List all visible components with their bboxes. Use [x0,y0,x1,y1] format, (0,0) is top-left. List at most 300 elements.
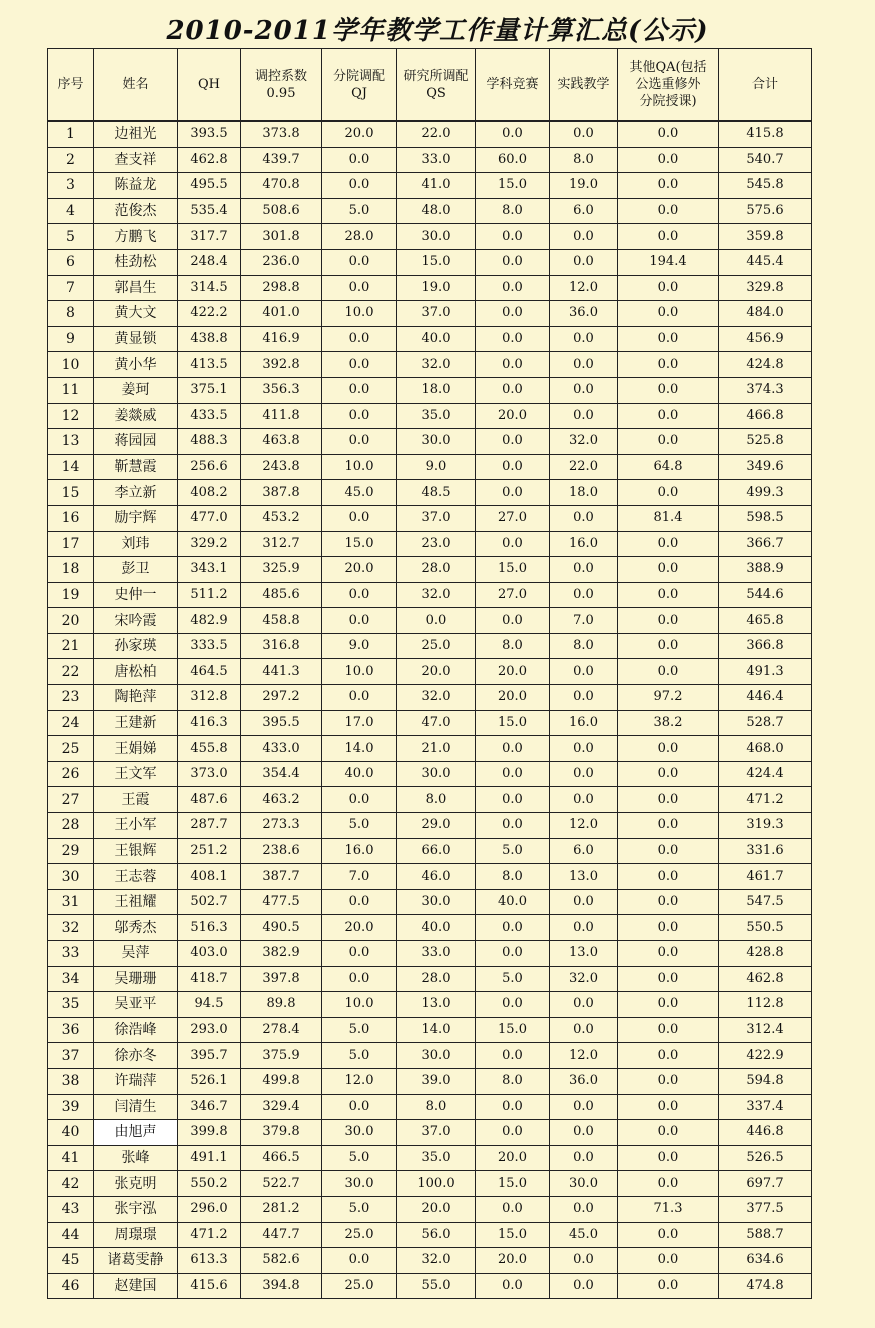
table-cell: 20.0 [476,1145,550,1171]
table-cell: 15.0 [476,710,550,736]
table-cell: 474.8 [719,1273,812,1299]
table-cell: 296.0 [178,1196,241,1222]
table-cell: 20.0 [397,659,476,685]
table-cell: 499.3 [719,480,812,506]
table-cell: 0.0 [618,608,719,634]
table-row [48,505,812,531]
workload-table [47,48,812,1299]
table-cell: 441.3 [241,659,322,685]
table-cell: 30.0 [397,889,476,915]
table-cell: 0.0 [550,685,618,711]
table-cell: 30.0 [397,224,476,250]
table-cell: 401.0 [241,301,322,327]
column-header: 合计 [719,49,812,122]
table-cell: 0.0 [618,1017,719,1043]
table-cell: 0.0 [618,531,719,557]
table-cell: 422.9 [719,1043,812,1069]
table-cell: 343.1 [178,557,241,583]
table-cell: 466.8 [719,403,812,429]
table-cell: 5.0 [322,1196,397,1222]
table-cell: 33.0 [397,941,476,967]
table-cell: 0.0 [618,301,719,327]
table-cell: 408.2 [178,480,241,506]
table-cell: 0.0 [618,352,719,378]
row-number: 18 [48,557,94,583]
table-cell: 453.2 [241,505,322,531]
table-cell: 14.0 [322,736,397,762]
table-cell: 477.0 [178,505,241,531]
teacher-name: 陶艳萍 [94,685,178,711]
table-row [48,889,812,915]
table-cell: 0.0 [618,838,719,864]
teacher-name: 王霞 [94,787,178,813]
row-number: 38 [48,1068,94,1094]
table-cell: 15.0 [476,557,550,583]
table-row [48,838,812,864]
table-cell: 438.8 [178,326,241,352]
table-cell: 36.0 [550,301,618,327]
table-cell: 13.0 [550,941,618,967]
table-cell: 18.0 [397,377,476,403]
table-cell: 8.0 [397,1094,476,1120]
row-number: 9 [48,326,94,352]
table-cell: 12.0 [322,1068,397,1094]
table-cell: 0.0 [476,1196,550,1222]
table-cell: 488.3 [178,429,241,455]
table-cell: 20.0 [322,121,397,147]
table-row [48,1196,812,1222]
teacher-name: 李立新 [94,480,178,506]
table-cell: 377.5 [719,1196,812,1222]
table-cell: 0.0 [476,326,550,352]
table-cell: 0.0 [397,608,476,634]
table-cell: 10.0 [322,454,397,480]
table-cell: 25.0 [322,1273,397,1299]
table-cell: 346.7 [178,1094,241,1120]
table-cell: 0.0 [550,377,618,403]
table-cell: 468.0 [719,736,812,762]
table-cell: 12.0 [550,275,618,301]
table-cell: 424.8 [719,352,812,378]
table-cell: 30.0 [397,429,476,455]
table-cell: 373.8 [241,121,322,147]
table-cell: 0.0 [618,992,719,1018]
table-cell: 0.0 [476,736,550,762]
table-cell: 0.0 [618,403,719,429]
table-row [48,173,812,199]
table-cell: 32.0 [550,429,618,455]
row-number: 26 [48,761,94,787]
table-cell: 424.4 [719,761,812,787]
teacher-name: 王建新 [94,710,178,736]
table-cell: 0.0 [618,582,719,608]
table-cell: 281.2 [241,1196,322,1222]
table-cell: 0.0 [322,685,397,711]
table-cell: 20.0 [476,403,550,429]
teacher-name: 刘玮 [94,531,178,557]
table-cell: 64.8 [618,454,719,480]
table-cell: 0.0 [618,198,719,224]
table-cell: 499.8 [241,1068,322,1094]
table-cell: 39.0 [397,1068,476,1094]
table-cell: 0.0 [550,249,618,275]
table-cell: 0.0 [322,147,397,173]
table-cell: 0.0 [618,224,719,250]
teacher-name: 王小军 [94,813,178,839]
table-cell: 298.8 [241,275,322,301]
table-cell: 56.0 [397,1222,476,1248]
row-number: 10 [48,352,94,378]
table-cell: 392.8 [241,352,322,378]
table-cell: 256.6 [178,454,241,480]
table-cell: 16.0 [550,531,618,557]
table-cell: 243.8 [241,454,322,480]
table-row [48,685,812,711]
teacher-name: 由旭声 [94,1120,178,1146]
table-cell: 0.0 [322,787,397,813]
table-cell: 0.0 [476,531,550,557]
table-cell: 10.0 [322,659,397,685]
table-cell: 375.1 [178,377,241,403]
table-cell: 28.0 [397,966,476,992]
table-cell: 29.0 [397,813,476,839]
table-cell: 456.9 [719,326,812,352]
row-number: 4 [48,198,94,224]
table-cell: 337.4 [719,1094,812,1120]
table-cell: 487.6 [178,787,241,813]
table-row [48,1145,812,1171]
teacher-name: 王志蓉 [94,864,178,890]
table-cell: 0.0 [618,659,719,685]
teacher-name: 黄显锁 [94,326,178,352]
table-row [48,1043,812,1069]
table-cell: 38.2 [618,710,719,736]
teacher-name: 彭卫 [94,557,178,583]
row-number: 37 [48,1043,94,1069]
row-number: 43 [48,1196,94,1222]
table-cell: 21.0 [397,736,476,762]
table-cell: 393.5 [178,121,241,147]
table-cell: 397.8 [241,966,322,992]
table-cell: 15.0 [322,531,397,557]
table-cell: 387.7 [241,864,322,890]
table-cell: 0.0 [618,633,719,659]
row-number: 11 [48,377,94,403]
table-cell: 582.6 [241,1248,322,1274]
table-cell: 0.0 [550,915,618,941]
table-cell: 0.0 [618,1248,719,1274]
table-cell: 0.0 [618,377,719,403]
table-cell: 416.3 [178,710,241,736]
row-number: 7 [48,275,94,301]
table-cell: 22.0 [397,121,476,147]
table-cell: 0.0 [618,480,719,506]
table-row [48,377,812,403]
table-row [48,659,812,685]
table-row [48,992,812,1018]
table-cell: 511.2 [178,582,241,608]
table-cell: 301.8 [241,224,322,250]
table-cell: 463.8 [241,429,322,455]
table-cell: 60.0 [476,147,550,173]
table-cell: 598.5 [719,505,812,531]
table-cell: 0.0 [618,173,719,199]
table-cell: 0.0 [476,121,550,147]
table-cell: 0.0 [618,557,719,583]
teacher-name: 王文军 [94,761,178,787]
row-number: 30 [48,864,94,890]
table-cell: 0.0 [476,608,550,634]
row-number: 36 [48,1017,94,1043]
table-row [48,1248,812,1274]
table-cell: 45.0 [322,480,397,506]
table-cell: 236.0 [241,249,322,275]
table-cell: 8.0 [397,787,476,813]
table-cell: 15.0 [476,1171,550,1197]
table-cell: 0.0 [476,454,550,480]
table-cell: 0.0 [550,1120,618,1146]
table-cell: 0.0 [476,352,550,378]
table-cell: 0.0 [618,1120,719,1146]
table-row [48,1222,812,1248]
table-row [48,198,812,224]
table-cell: 314.5 [178,275,241,301]
table-cell: 490.5 [241,915,322,941]
table-cell: 545.8 [719,173,812,199]
table-cell: 455.8 [178,736,241,762]
table-row [48,1273,812,1299]
table-cell: 491.1 [178,1145,241,1171]
table-row [48,1017,812,1043]
table-cell: 415.8 [719,121,812,147]
table-cell: 0.0 [550,992,618,1018]
row-number: 35 [48,992,94,1018]
teacher-name: 吴珊珊 [94,966,178,992]
table-cell: 12.0 [550,813,618,839]
row-number: 40 [48,1120,94,1146]
table-cell: 0.0 [618,864,719,890]
table-cell: 465.8 [719,608,812,634]
table-cell: 0.0 [322,889,397,915]
table-cell: 461.7 [719,864,812,890]
table-cell: 0.0 [476,941,550,967]
table-cell: 354.4 [241,761,322,787]
row-number: 23 [48,685,94,711]
table-cell: 464.5 [178,659,241,685]
row-number: 29 [48,838,94,864]
row-number: 34 [48,966,94,992]
column-header: 研究所调配 QS [397,49,476,122]
row-number: 8 [48,301,94,327]
row-number: 32 [48,915,94,941]
teacher-name: 郭昌生 [94,275,178,301]
table-cell: 0.0 [476,377,550,403]
table-cell: 388.9 [719,557,812,583]
table-cell: 375.9 [241,1043,322,1069]
table-cell: 287.7 [178,813,241,839]
table-cell: 16.0 [550,710,618,736]
table-cell: 0.0 [618,275,719,301]
table-cell: 0.0 [550,1248,618,1274]
table-cell: 8.0 [476,198,550,224]
teacher-name: 王娟娣 [94,736,178,762]
table-cell: 428.8 [719,941,812,967]
table-cell: 325.9 [241,557,322,583]
table-cell: 5.0 [476,966,550,992]
table-cell: 37.0 [397,1120,476,1146]
table-cell: 0.0 [322,249,397,275]
table-cell: 0.0 [322,377,397,403]
table-cell: 0.0 [322,582,397,608]
table-row [48,710,812,736]
table-cell: 395.7 [178,1043,241,1069]
table-cell: 471.2 [719,787,812,813]
table-cell: 8.0 [476,864,550,890]
table-cell: 66.0 [397,838,476,864]
table-cell: 32.0 [397,582,476,608]
teacher-name: 徐浩峰 [94,1017,178,1043]
table-row [48,531,812,557]
table-row [48,736,812,762]
row-number: 13 [48,429,94,455]
table-cell: 0.0 [476,1043,550,1069]
table-cell: 0.0 [476,1120,550,1146]
table-cell: 36.0 [550,1068,618,1094]
table-cell: 0.0 [322,966,397,992]
row-number: 39 [48,1094,94,1120]
table-cell: 0.0 [476,992,550,1018]
table-cell: 0.0 [618,1222,719,1248]
teacher-name: 桂劲松 [94,249,178,275]
table-cell: 33.0 [397,147,476,173]
table-cell: 445.4 [719,249,812,275]
table-cell: 0.0 [322,352,397,378]
table-cell: 0.0 [550,1017,618,1043]
teacher-name: 张克明 [94,1171,178,1197]
table-cell: 20.0 [397,1196,476,1222]
table-cell: 32.0 [397,352,476,378]
table-cell: 0.0 [618,889,719,915]
row-number: 12 [48,403,94,429]
table-cell: 0.0 [550,557,618,583]
row-number: 45 [48,1248,94,1274]
table-cell: 297.2 [241,685,322,711]
table-cell: 382.9 [241,941,322,967]
table-cell: 15.0 [476,1017,550,1043]
table-cell: 81.4 [618,505,719,531]
row-number: 21 [48,633,94,659]
table-cell: 112.8 [719,992,812,1018]
table-cell: 0.0 [618,761,719,787]
table-cell: 502.7 [178,889,241,915]
table-cell: 40.0 [476,889,550,915]
table-cell: 0.0 [476,813,550,839]
table-cell: 0.0 [618,966,719,992]
table-cell: 462.8 [719,966,812,992]
row-number: 41 [48,1145,94,1171]
column-header: 其他QA(包括 公选重修外 分院授课) [618,49,719,122]
table-cell: 394.8 [241,1273,322,1299]
table-cell: 433.5 [178,403,241,429]
table-cell: 0.0 [618,736,719,762]
table-cell: 45.0 [550,1222,618,1248]
table-cell: 526.5 [719,1145,812,1171]
table-cell: 550.2 [178,1171,241,1197]
table-row [48,224,812,250]
row-number: 33 [48,941,94,967]
table-cell: 5.0 [322,1145,397,1171]
table-cell: 0.0 [322,1094,397,1120]
table-cell: 540.7 [719,147,812,173]
column-header: QH [178,49,241,122]
table-cell: 28.0 [397,557,476,583]
row-number: 24 [48,710,94,736]
teacher-name: 方鹏飞 [94,224,178,250]
table-cell: 0.0 [476,1094,550,1120]
table-cell: 20.0 [322,915,397,941]
table-row [48,633,812,659]
table-cell: 312.8 [178,685,241,711]
table-cell: 23.0 [397,531,476,557]
table-cell: 37.0 [397,301,476,327]
table-cell: 27.0 [476,582,550,608]
row-number: 14 [48,454,94,480]
table-cell: 25.0 [397,633,476,659]
table-cell: 25.0 [322,1222,397,1248]
table-row [48,121,812,147]
table-cell: 20.0 [476,685,550,711]
table-cell: 12.0 [550,1043,618,1069]
row-number: 25 [48,736,94,762]
table-cell: 10.0 [322,992,397,1018]
table-cell: 16.0 [322,838,397,864]
table-cell: 0.0 [550,659,618,685]
table-cell: 22.0 [550,454,618,480]
table-row [48,787,812,813]
table-cell: 5.0 [322,1043,397,1069]
table-cell: 522.7 [241,1171,322,1197]
table-cell: 0.0 [476,1273,550,1299]
table-cell: 8.0 [476,1068,550,1094]
table-cell: 0.0 [550,326,618,352]
table-row [48,864,812,890]
table-cell: 312.4 [719,1017,812,1043]
table-cell: 46.0 [397,864,476,890]
column-header: 学科竞赛 [476,49,550,122]
table-cell: 5.0 [322,198,397,224]
row-number: 46 [48,1273,94,1299]
column-header: 姓名 [94,49,178,122]
table-cell: 8.0 [476,633,550,659]
table-cell: 71.3 [618,1196,719,1222]
table-cell: 32.0 [397,1248,476,1274]
teacher-name: 黄大文 [94,301,178,327]
teacher-name: 陈益龙 [94,173,178,199]
table-cell: 0.0 [476,249,550,275]
table-cell: 349.6 [719,454,812,480]
table-cell: 7.0 [322,864,397,890]
table-cell: 373.0 [178,761,241,787]
row-number: 3 [48,173,94,199]
table-cell: 462.8 [178,147,241,173]
table-cell: 17.0 [322,710,397,736]
table-cell: 20.0 [476,1248,550,1274]
table-cell: 0.0 [618,1068,719,1094]
table-row [48,608,812,634]
table-cell: 634.6 [719,1248,812,1274]
table-row [48,582,812,608]
table-cell: 446.8 [719,1120,812,1146]
